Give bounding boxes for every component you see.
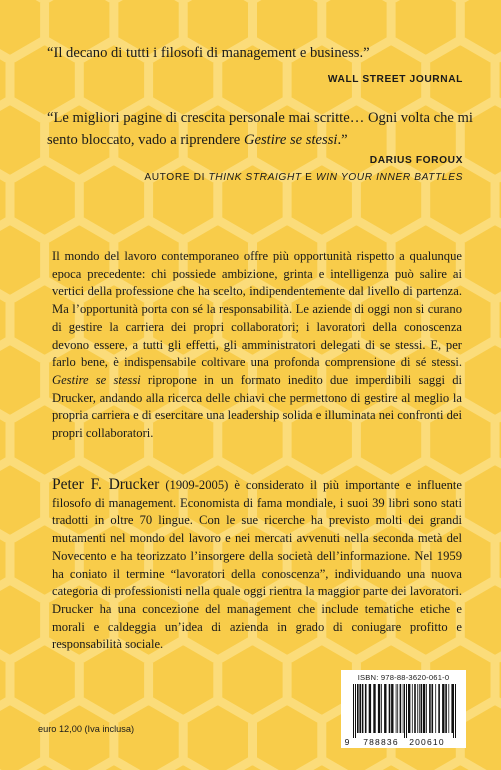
- role-prefix: AUTORE DI: [144, 172, 209, 183]
- barcode-bar: [369, 684, 371, 733]
- barcode-bar: [426, 684, 427, 733]
- barcode-bar: [432, 684, 434, 733]
- quote-foroux-author: DARIUS FOROUX: [369, 155, 463, 166]
- barcode-bar: [400, 684, 402, 733]
- barcode-bar: [412, 684, 413, 733]
- quote-foroux: [47, 107, 477, 151]
- barcode-bar: [419, 684, 420, 733]
- author-name: Peter F. Drucker: [52, 476, 160, 493]
- quote-foroux-text: “Le migliori pagine di crescita personale mai scritte… Ogni volta che mi sento bloccato, vado a riprendere: [47, 110, 473, 148]
- role-book-think-straight: THINK STRAIGHT: [208, 172, 302, 183]
- barcode-bar: [451, 684, 453, 733]
- barcode-bar: [423, 684, 425, 733]
- barcode-bar: [403, 684, 404, 733]
- barcode-digits-left: 788836: [363, 737, 399, 747]
- barcode-guard-bar: [455, 684, 456, 738]
- quote-wsj: [47, 42, 467, 64]
- description-part2: ripropone in un formato inedito due imperdibili saggi di Drucker, andando alla ricerca delle chiavi che permettono di gestire al meglio la propria carriera e di esercitare una leadership solida e illuminata nei confronti dei propri collaboratori.: [52, 372, 462, 441]
- barcode-bar: [421, 684, 423, 733]
- isbn-label: ISBN: 978-88-3620-061-0: [357, 673, 450, 682]
- barcode-bar: [417, 684, 418, 733]
- barcode-bar: [381, 684, 382, 733]
- barcode-guard-bar: [453, 684, 454, 738]
- author-bio: [52, 476, 462, 654]
- role-book-inner-battles: WIN YOUR INNER BATTLES: [316, 172, 463, 183]
- barcode-bar: [365, 684, 367, 733]
- barcode-bar: [373, 684, 375, 733]
- quote-foroux-book-title: Gestire se stessi: [243, 132, 338, 148]
- barcode-bar: [389, 684, 391, 733]
- book-description: [52, 248, 462, 443]
- barcode-bar: [435, 684, 436, 733]
- barcode-guard-bar: [353, 684, 354, 738]
- barcode-digits-right: 200610: [409, 737, 445, 747]
- quote-wsj-text: “Il decano di tutti i filosofi di management e business.”: [47, 45, 370, 61]
- isbn-barcode: [341, 670, 466, 748]
- barcode-bar: [408, 684, 410, 733]
- barcode-digit-first: 9: [344, 737, 350, 747]
- quote-wsj-source: WALL STREET JOURNAL: [327, 74, 463, 85]
- quote-foroux-role: [144, 172, 463, 183]
- barcode-bar: [414, 684, 416, 733]
- barcode-bar: [384, 684, 386, 733]
- barcode-bar: [429, 684, 431, 733]
- barcode-bar: [378, 684, 380, 733]
- barcode-bar: [396, 684, 397, 733]
- quote-foroux-end: .”: [337, 132, 348, 148]
- description-part1: Il mondo del lavoro contemporaneo offre più opportunità rispetto a qualunque epoca precedente: chi possiede ambizione, grinta e intelligenza può salire ai vertici della professione che ha scelto, indipendentemente dal livello di partenza. Ma l’opportunità porta con sé la responsabilità. Le aziende di oggi non si curano di gestire la carriera dei propri collaboratori; i lavoratori della conoscenza devono essere, a tutti gli effetti, gli amministratori delegati di se stessi. E, per farlo bene, è indispensabile coltivare una profonda comprensione di sé stessi.: [52, 249, 462, 370]
- barcode-bar: [438, 684, 440, 733]
- barcode-bar: [445, 684, 447, 733]
- barcode-bar: [391, 684, 393, 733]
- barcode-bar: [397, 684, 398, 733]
- price-label: euro 12,00 (Iva inclusa): [38, 724, 135, 734]
- barcode-bar: [357, 684, 359, 733]
- barcode-guard-bar: [404, 684, 405, 738]
- barcode-bar: [442, 684, 444, 733]
- description-book-title: Gestire se stessi: [52, 372, 141, 387]
- barcode-graphic: [341, 684, 466, 748]
- author-bio-text: (1909-2005) è considerato il più importante e influente filosofo di management. Economista di fama mondiale, i suoi 39 libri sono stati tradotti in oltre 70 lingue. Con le sue ricerche ha previsto molti dei grandi mutamenti nel mondo del lavoro e nei mercati avvenuti nella seconda metà del Novecento e ha teorizzato l’insorgere della società dell’informazione. Nel 1959 ha coniato il termine “lavoratori della conoscenza”, individuando una nuova categoria di professionisti nella quale oggi rientra la maggior parte dei lavoratori. Drucker ha una concezione del management che include tematiche etiche e morali e caldeggia un’idea di azienda in grado di coniugare profitto e responsabilità sociale.: [52, 478, 462, 652]
- barcode-bar: [359, 684, 361, 733]
- barcode-guard-bar: [355, 684, 356, 738]
- barcode-bar: [448, 684, 449, 733]
- barcode-guard-bar: [406, 684, 407, 738]
- barcode-bar: [362, 684, 364, 733]
- role-and: E: [301, 172, 317, 183]
